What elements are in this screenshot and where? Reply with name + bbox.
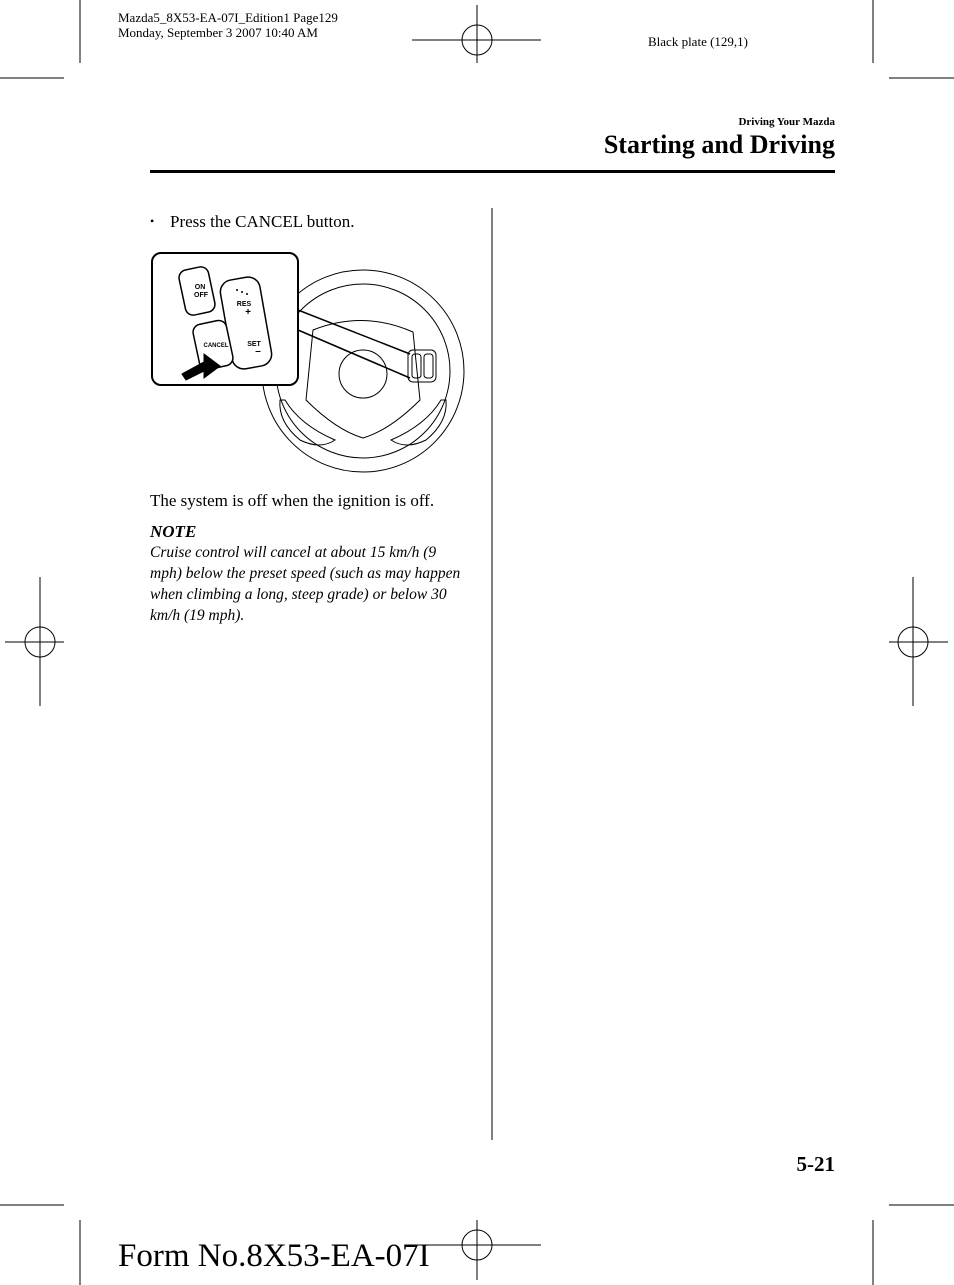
page-title: Starting and Driving	[603, 130, 835, 159]
on-label: ON	[194, 284, 206, 291]
plus-label: +	[245, 307, 251, 318]
note-heading: NOTE	[150, 522, 197, 541]
file-line: Mazda5_8X53-EA-07I_Edition1 Page129	[118, 10, 338, 25]
off-label: OFF	[194, 292, 208, 299]
set-label: SET	[247, 341, 261, 348]
note-text: Cruise control will cancel at about 15 km/h (9 mph) below the preset speed (such as may happen when climbing a long, steep grade) or below 30 km/h (19 mph).	[150, 544, 461, 624]
registration-target-bottom	[412, 1220, 541, 1280]
cancel-label: CANCEL	[203, 343, 229, 349]
bullet-text: Press the CANCEL button.	[170, 212, 355, 231]
title-rule	[150, 170, 835, 173]
bullet-item	[150, 211, 470, 232]
plate-label: Black plate (129,1)	[648, 34, 748, 49]
registration-target-right	[889, 577, 948, 706]
page-number: 5-21	[796, 1152, 835, 1176]
section-category: Driving Your Mazda	[738, 116, 835, 128]
registration-target-left	[5, 577, 64, 706]
cruise-control-illustration	[150, 250, 470, 475]
form-number: Form No.8X53-EA-07I	[118, 1238, 430, 1274]
ignition-paragraph: The system is off when the ignition is off.	[150, 491, 435, 510]
print-file-info	[118, 10, 338, 40]
res-label: RES	[236, 301, 252, 308]
date-line: Monday, September 3 2007 10:40 AM	[118, 25, 318, 40]
bullet-symbol: •	[150, 214, 155, 228]
registration-target-top	[412, 5, 541, 63]
minus-label: –	[255, 346, 261, 357]
